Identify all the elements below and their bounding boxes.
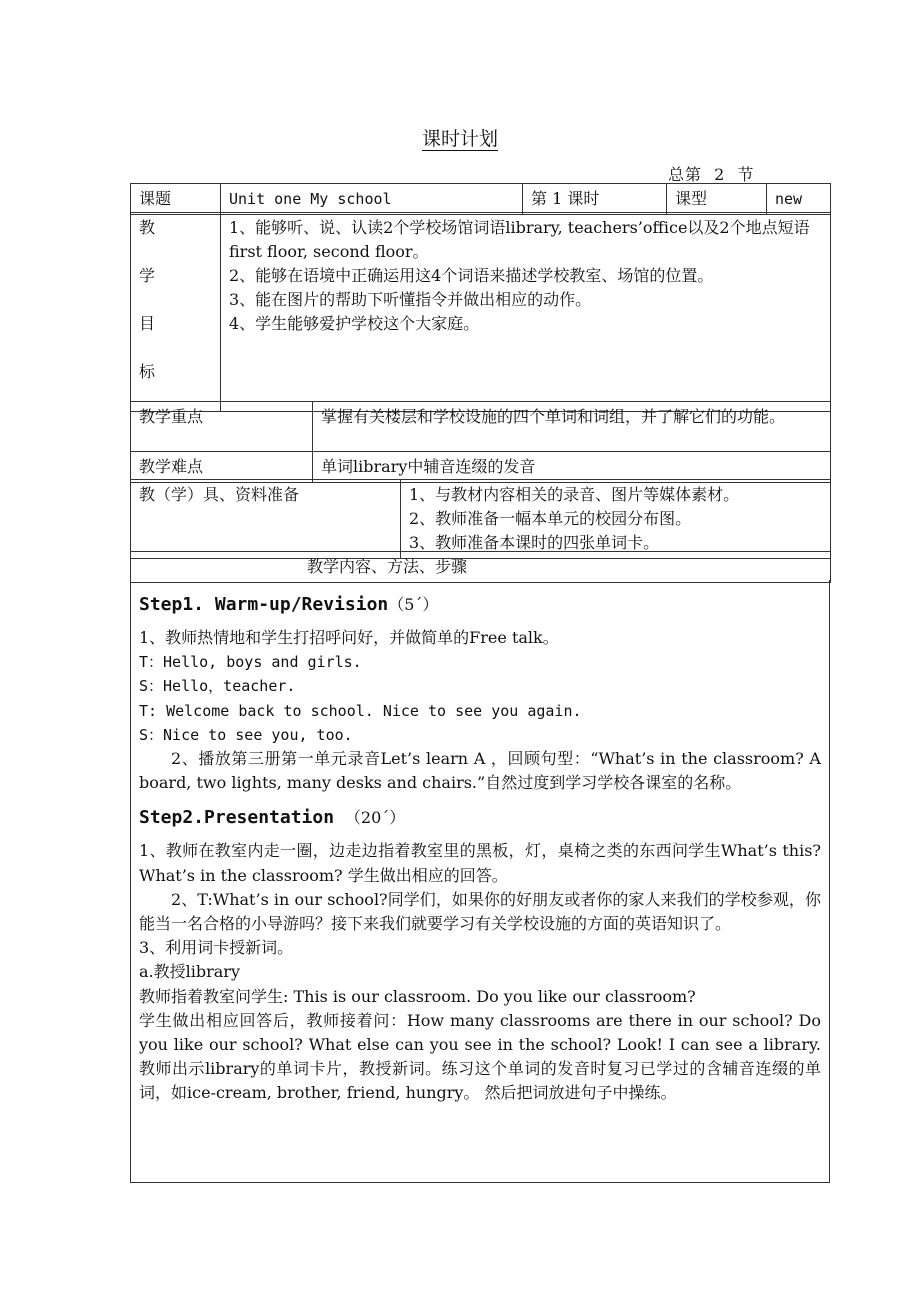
- lesson-count: 总第 2 节: [668, 165, 755, 184]
- objectives-label-char: 标: [139, 362, 156, 381]
- step2-paragraph: a.教授library: [139, 962, 240, 982]
- header-table: [130, 183, 831, 215]
- objectives-label: [131, 213, 221, 412]
- step1-line: S：Nice to see you, too.: [139, 725, 353, 744]
- material-item: 2、教师准备一幅本单元的校园分布图。: [409, 509, 692, 528]
- key-points-value: 掌握有关楼层和学校设施的四个单词和词组，并了解它们的功能。: [313, 402, 831, 452]
- step1-heading: Step1. Warm-up/Revision（5´）: [139, 594, 439, 615]
- objectives-label-char: 目: [139, 314, 156, 333]
- materials-table: [130, 479, 831, 559]
- step2-paragraph: 1、教师在教室内走一圈，边走边指着教室里的黑板，灯，桌椅之类的东西问学生What’s this? What’s in the classroom? 学生做出相应的回答。: [139, 841, 821, 885]
- objectives-label-char: 学: [139, 266, 156, 285]
- type-label: 课型: [667, 184, 767, 215]
- key-points-label: 教学重点: [131, 402, 313, 452]
- objectives-table: [130, 212, 831, 412]
- step2-paragraph: 2、T:What’s in our school?同学们，如果你的好朋友或者你的家人来我们的学校参观，你能当一名合格的小导游吗？接下来我们就要学习有关学校设施的方面的英语知识了。: [139, 889, 821, 934]
- keypoints-table: [130, 401, 831, 483]
- materials-label: 教（学）具、资料准备: [131, 480, 401, 559]
- materials-list: [401, 480, 831, 559]
- step2-paragraph: 3、利用词卡授新词。: [139, 938, 294, 958]
- topic-label: 课题: [131, 184, 221, 215]
- step1-line: T：Hello, boys and girls.: [139, 653, 362, 672]
- difficulties-label: 教学难点: [131, 452, 313, 483]
- step1-paragraph: 2、播放第三册第一单元录音Let’s learn A ，回顾句型：“What’s in the classroom? A board, two lights, many desks and chairs.”自然过度到学习学校各课室的名称。: [139, 749, 821, 793]
- material-item: 1、与教材内容相关的录音、图片等媒体素材。: [409, 485, 740, 504]
- step1-line: S：Hello，teacher.: [139, 677, 296, 696]
- step1-line: 1、教师热情地和学生打招呼问好，并做简单的Free talk。: [139, 628, 559, 647]
- content-header-table: [130, 551, 831, 583]
- page-title: 课时计划: [421, 128, 498, 150]
- objective-item: 2、能够在语境中正确运用这4个词语来描述学校教室、场馆的位置。: [229, 266, 714, 285]
- step2-paragraph: 学生做出相应回答后，教师接着问：How many classrooms are there in our school? Do you like our school? What else can you see in the school? Look! I can see a library.教师出示library的单词卡片，教授新词。练习这个单词的发音时复习已学过的含辅音连缀的单词，如ice-cream, brother, friend, hungry。 然后把词放进句子中操练。: [139, 1010, 821, 1103]
- objectives-label-char: 教: [139, 218, 156, 237]
- step2-paragraph: 教师指着教室问学生: This is our classroom. Do you like our classroom?: [139, 986, 696, 1006]
- objective-item: 4、学生能够爱护学校这个大家庭。: [229, 314, 480, 333]
- period-cell: 第 1 课时: [523, 184, 667, 215]
- difficulties-value: 单词library中辅音连缀的发音: [313, 452, 831, 483]
- type-value: new: [767, 184, 831, 215]
- content-header: 教学内容、方法、步骤: [131, 552, 831, 583]
- objective-item: 1、能够听、说、认读2个学校场馆词语library, teachers’office以及2个地点短语first floor, second floor。: [229, 218, 810, 261]
- step2-heading: Step2.Presentation （20´）: [139, 807, 406, 829]
- content-body: [130, 580, 830, 1183]
- material-item: 3、教师准备本课时的四张单词卡。: [409, 533, 660, 552]
- topic-value: Unit one My school: [221, 184, 523, 215]
- objective-item: 3、能在图片的帮助下听懂指令并做出相应的动作。: [229, 290, 592, 309]
- objectives-list: [221, 213, 831, 412]
- step1-line: T: Welcome back to school. Nice to see you again.: [139, 701, 582, 720]
